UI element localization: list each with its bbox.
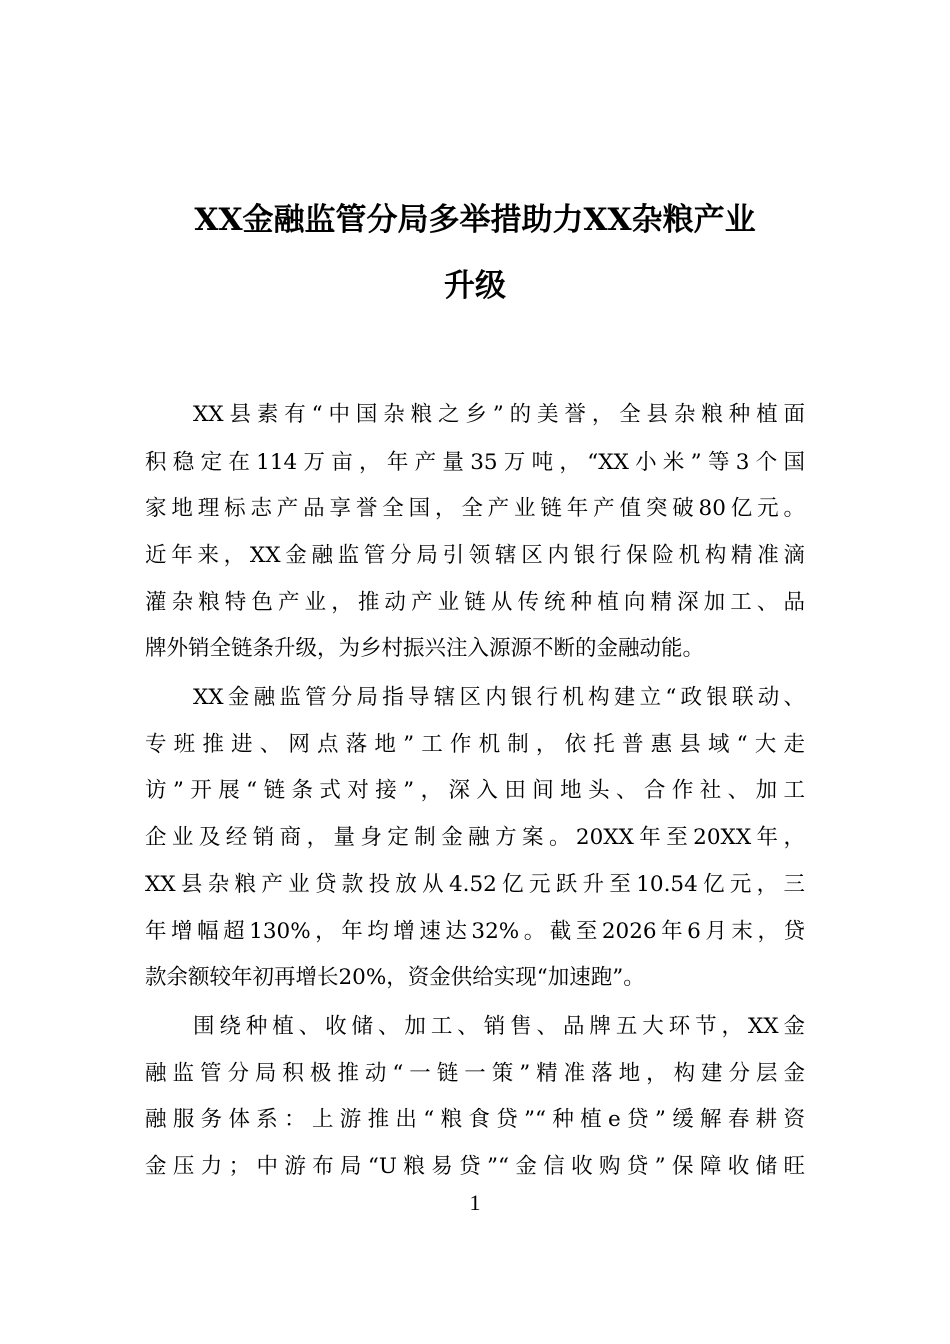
page-number: 1	[469, 1190, 481, 1215]
paragraph-2-line-6: 年增幅超130%，年均增速达32%。截至2026年6月末，贷	[145, 919, 805, 944]
document-title-line-1: XX金融监管分局多举措助力XX杂粮产业	[194, 202, 756, 238]
paragraph-1-line-6: 牌外销全链条升级，为乡村振兴注入源源不断的金融动能。	[145, 636, 705, 661]
paragraph-3-line-3: 融服务体系：上游推出“粮食贷”“种植e贷”缓解春耕资	[145, 1107, 805, 1132]
paragraph-3-line-2: 融监管分局积极推动“一链一策”精准落地，构建分层金	[145, 1061, 805, 1086]
paragraph-1-line-4: 近年来，XX金融监管分局引领辖区内银行保险机构精准滴	[145, 543, 805, 568]
paragraph-2-line-3: 访”开展“链条式对接”，深入田间地头、合作社、加工	[145, 778, 805, 803]
paragraph-1-line-3: 家地理标志产品享誉全国，全产业链年产值突破80亿元。	[145, 496, 805, 521]
paragraph-3-line-4: 金压力；中游布局“U粮易贷”“金信收购贷”保障收储旺	[145, 1154, 805, 1179]
paragraph-2-line-1: XX金融监管分局指导辖区内银行机构建立“政银联动、	[193, 685, 805, 710]
paragraph-3-line-1: 围绕种植、收储、加工、销售、品牌五大环节，XX金	[193, 1014, 805, 1039]
paragraph-1-line-2: 积稳定在114万亩，年产量35万吨，“XX小米”等3个国	[145, 450, 805, 475]
paragraph-1-line-5: 灌杂粮特色产业，推动产业链从传统种植向精深加工、品	[145, 590, 805, 615]
paragraph-2-line-2: 专班推进、网点落地”工作机制，依托普惠县域“大走	[145, 732, 805, 757]
document-title-line-2: 升级	[444, 268, 506, 304]
paragraph-2-line-7: 款余额较年初再增长20%，资金供给实现“加速跑”。	[145, 965, 645, 990]
paragraph-2-line-4: 企业及经销商，量身定制金融方案。20XX年至20XX年，	[145, 825, 805, 850]
paragraph-1-line-1: XX县素有“中国杂粮之乡”的美誉，全县杂粮种植面	[193, 402, 805, 427]
paragraph-2-line-5: XX县杂粮产业贷款投放从4.52亿元跃升至10.54亿元，三	[145, 872, 805, 897]
